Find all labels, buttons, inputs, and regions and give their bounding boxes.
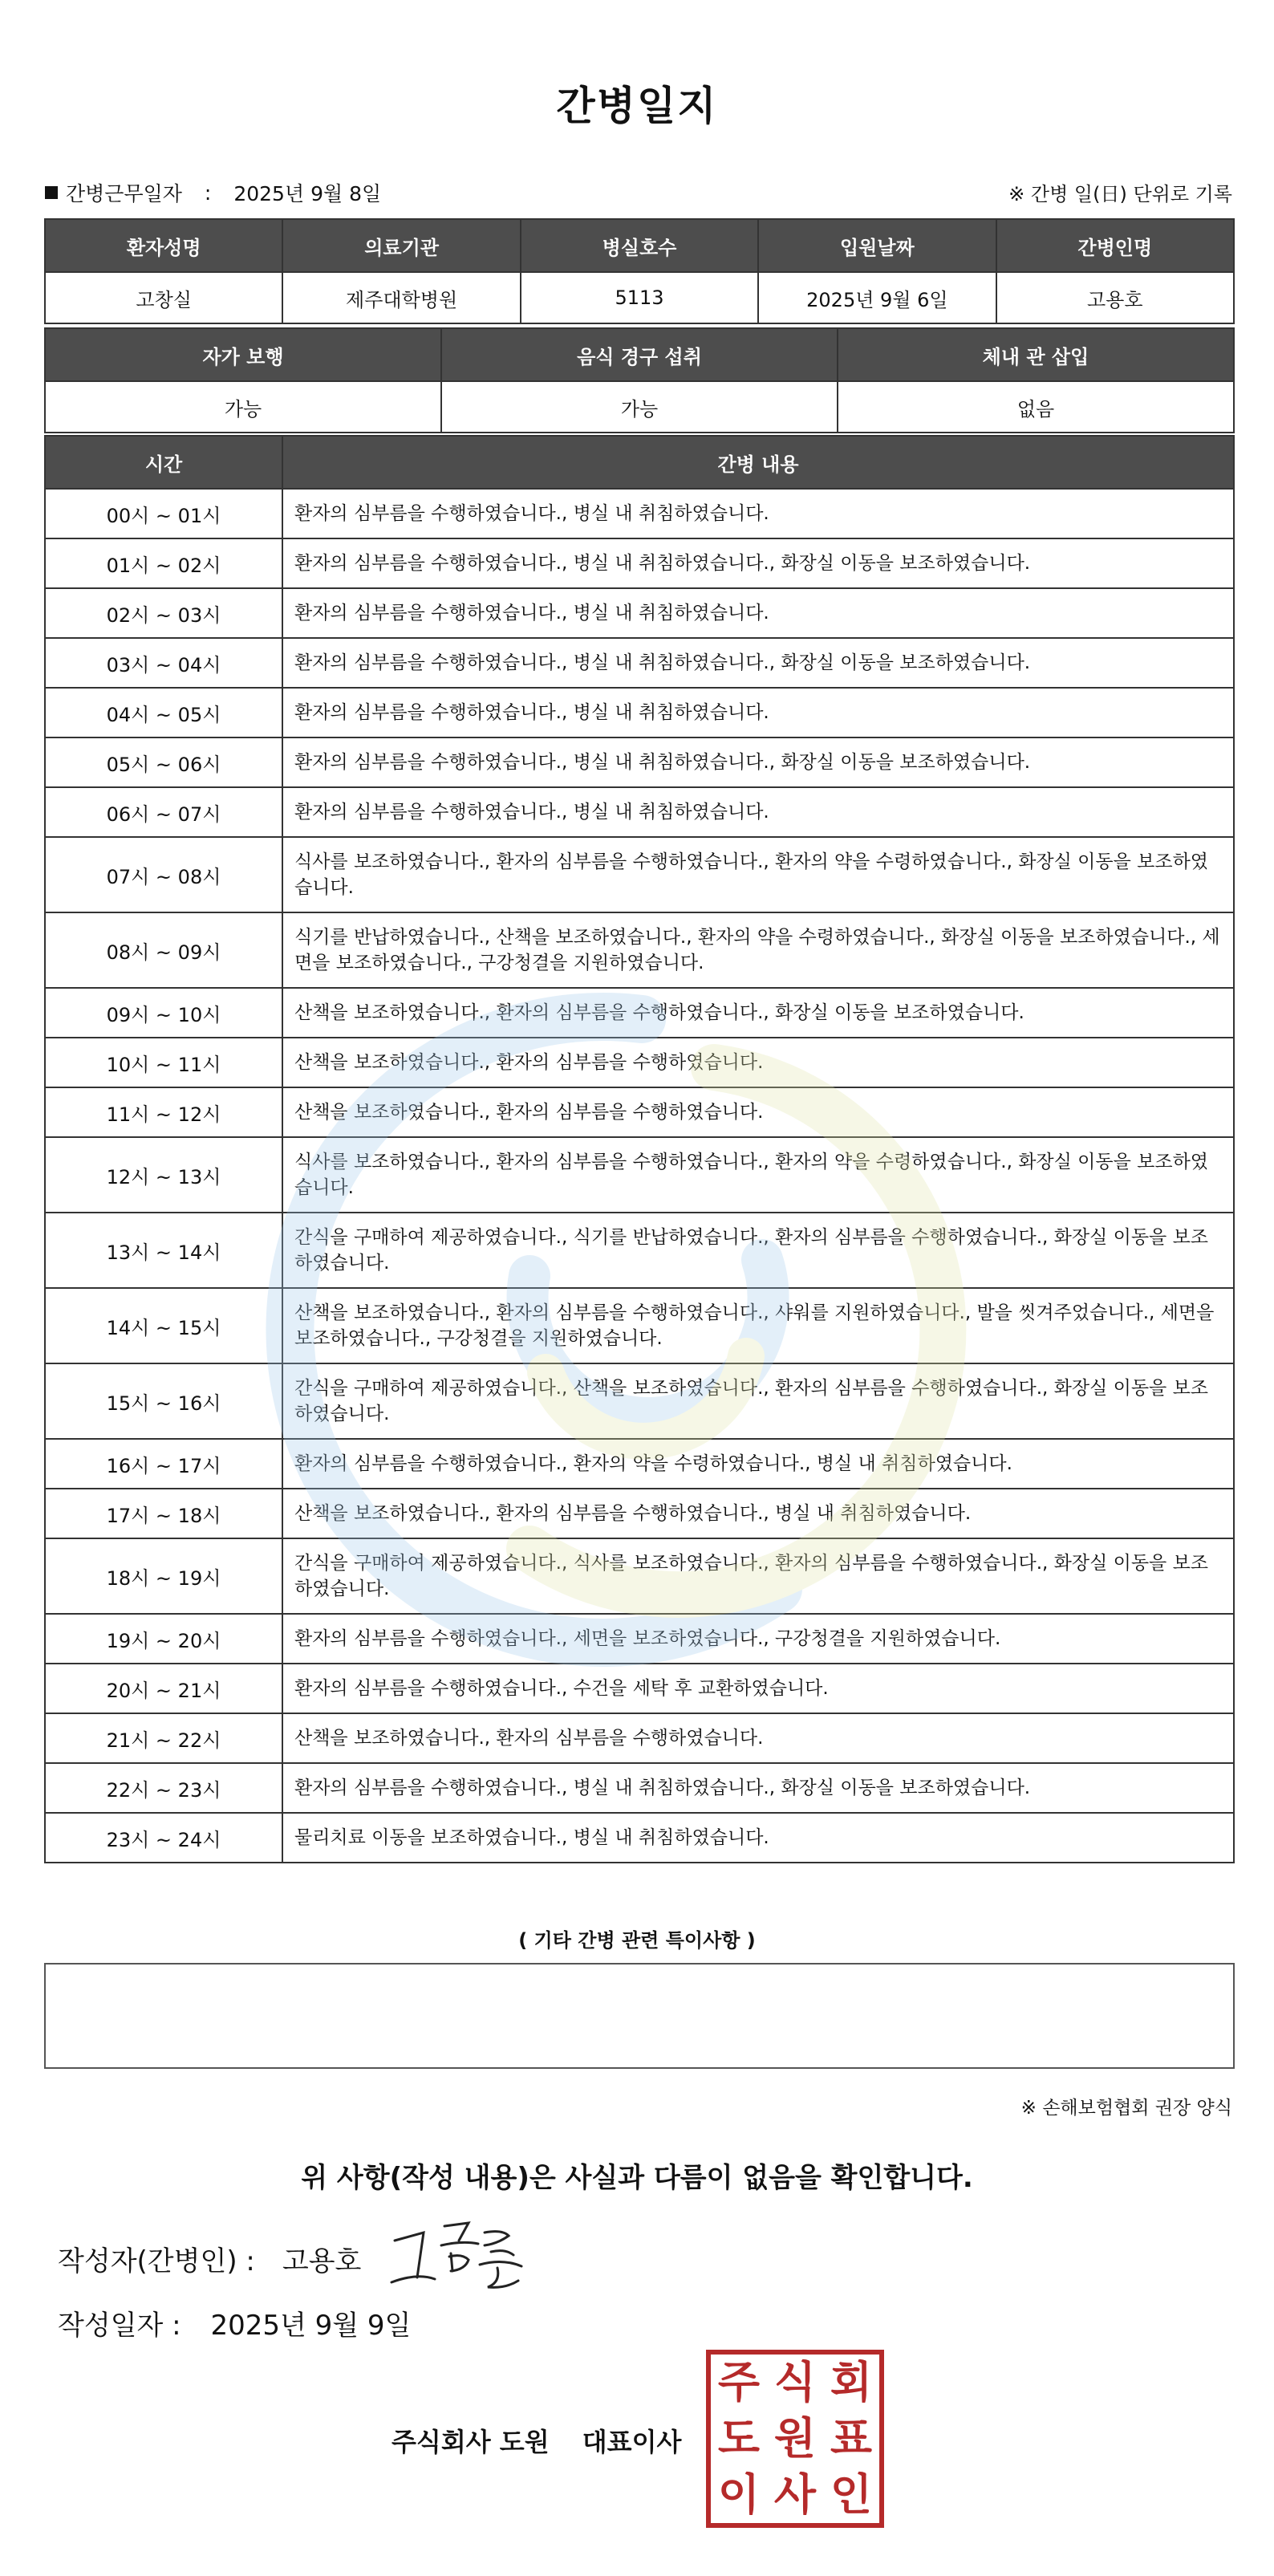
work-date-separator: : [204,181,212,205]
log-time: 15시 ~ 16시 [45,1363,282,1439]
seal-character: 회 [830,2357,873,2407]
log-time: 04시 ~ 05시 [45,688,282,737]
log-time: 14시 ~ 15시 [45,1288,282,1363]
log-time: 05시 ~ 06시 [45,737,282,787]
log-content: 환자의 심부름을 수행하였습니다., 환자의 약을 수령하였습니다., 병실 내 취침하였습니다. [282,1439,1234,1489]
seal-character: 표 [830,2413,873,2464]
handwritten-signature [385,2208,529,2297]
log-content: 환자의 심부름을 수행하였습니다., 병실 내 취침하였습니다. [282,489,1234,538]
log-row [45,1087,1234,1137]
writer-name: 고용호 [282,2245,362,2277]
log-content: 간식을 구매하여 제공하였습니다., 식사를 보조하였습니다., 환자의 심부름을 수행하였습니다., 화장실 이동을 보조하였습니다. [282,1538,1234,1614]
log-row [45,1038,1234,1087]
log-content: 환자의 심부름을 수행하였습니다., 병실 내 취침하였습니다., 화장실 이동을 보조하였습니다. [282,638,1234,688]
log-row [45,1614,1234,1664]
seal-character: 이 [717,2469,761,2520]
confirmation-statement: 위 사항(작성 내용)은 사실과 다름이 없음을 확인합니다. [301,2162,973,2194]
log-time: 19시 ~ 20시 [45,1614,282,1664]
log-row [45,837,1234,912]
writer-line [58,2239,361,2278]
header-time: 시간 [45,436,282,489]
seal-character: 인 [830,2469,873,2520]
seal-character: 사 [773,2469,817,2520]
log-content: 물리치료 이동을 보조하였습니다., 병실 내 취침하였습니다. [282,1813,1234,1863]
header-walking: 자가 보행 [45,328,441,381]
seal-character: 주 [717,2357,761,2407]
log-time: 08시 ~ 09시 [45,912,282,988]
log-content: 환자의 심부름을 수행하였습니다., 병실 내 취침하였습니다. [282,787,1234,837]
log-time: 00시 ~ 01시 [45,489,282,538]
log-time: 01시 ~ 02시 [45,538,282,588]
work-date-label: 간병근무일자 [66,182,182,205]
log-row [45,1439,1234,1489]
oral-intake-value: 가능 [441,381,838,433]
log-content: 환자의 심부름을 수행하였습니다., 병실 내 취침하였습니다., 화장실 이동을 보조하였습니다. [282,737,1234,787]
log-time: 18시 ~ 19시 [45,1538,282,1614]
seal-character: 원 [773,2413,817,2464]
log-content: 환자의 심부름을 수행하였습니다., 병실 내 취침하였습니다. [282,588,1234,638]
log-content: 식사를 보조하였습니다., 환자의 심부름을 수행하였습니다., 환자의 약을 수령하였습니다., 화장실 이동을 보조하였습니다. [282,1137,1234,1213]
log-row [45,1813,1234,1863]
log-content: 산책을 보조하였습니다., 환자의 심부름을 수행하였습니다. [282,1713,1234,1763]
tube-value: 없음 [838,381,1234,433]
log-row [45,1137,1234,1213]
log-time: 11시 ~ 12시 [45,1087,282,1137]
log-time: 06시 ~ 07시 [45,787,282,837]
log-row [45,1713,1234,1763]
company-seal [706,2350,884,2528]
log-content: 간식을 구매하여 제공하였습니다., 식기를 반납하였습니다., 환자의 심부름을 수행하였습니다., 화장실 이동을 보조하였습니다. [282,1213,1234,1288]
seal-character: 식 [773,2357,817,2407]
work-date [45,178,381,207]
log-row [45,688,1234,737]
walking-value: 가능 [45,381,441,433]
bullet-square-icon [45,186,58,199]
written-date-label: 작성일자 : [58,2310,181,2342]
header-care-content: 간병 내용 [282,436,1234,489]
log-row [45,588,1234,638]
log-content: 식기를 반납하였습니다., 산책을 보조하였습니다., 환자의 약을 수령하였습니다., 화장실 이동을 보조하였습니다., 세면을 보조하였습니다., 구강청결을 지원하였습니다. [282,912,1234,988]
care-log-table [44,435,1235,1863]
log-row [45,1763,1234,1813]
hospital-name: 제주대학병원 [282,272,520,323]
header-room: 병실호수 [521,219,758,272]
room-number: 5113 [521,272,758,323]
log-time: 09시 ~ 10시 [45,988,282,1038]
caregiver-name: 고용호 [996,272,1234,323]
log-time: 13시 ~ 14시 [45,1213,282,1288]
log-row [45,489,1234,538]
log-time: 20시 ~ 21시 [45,1664,282,1713]
log-time: 16시 ~ 17시 [45,1439,282,1489]
patient-name: 고창실 [45,272,282,323]
header-admission-date: 입원날짜 [758,219,996,272]
log-row [45,538,1234,588]
log-time: 22시 ~ 23시 [45,1763,282,1813]
header-tube: 체내 관 삽입 [838,328,1234,381]
header-hospital: 의료기관 [282,219,520,272]
log-content: 환자의 심부름을 수행하였습니다., 병실 내 취침하였습니다. [282,688,1234,737]
log-content: 식사를 보조하였습니다., 환자의 심부름을 수행하였습니다., 환자의 약을 수령하였습니다., 화장실 이동을 보조하였습니다. [282,837,1234,912]
header-patient-name: 환자성명 [45,219,282,272]
log-row [45,1664,1234,1713]
log-row [45,638,1234,688]
log-content: 환자의 심부름을 수행하였습니다., 병실 내 취침하였습니다., 화장실 이동을 보조하였습니다. [282,538,1234,588]
log-row [45,1288,1234,1363]
log-content: 환자의 심부름을 수행하였습니다., 수건을 세탁 후 교환하였습니다. [282,1664,1234,1713]
log-time: 07시 ~ 08시 [45,837,282,912]
work-date-value: 2025년 9월 8일 [233,182,382,205]
written-date-line [58,2303,411,2342]
log-content: 산책을 보조하였습니다., 환자의 심부름을 수행하였습니다., 병실 내 취침하였습니다. [282,1489,1234,1538]
header-oral-intake: 음식 경구 섭취 [441,328,838,381]
form-note: ※ 손해보험협회 권장 양식 [1020,2098,1232,2119]
ceo-title: 대표이사 [582,2427,682,2457]
company-line [392,2422,681,2459]
log-time: 23시 ~ 24시 [45,1813,282,1863]
log-row [45,1213,1234,1288]
log-row [45,787,1234,837]
admission-date: 2025년 9월 6일 [758,272,996,323]
written-date-value: 2025년 9월 9일 [210,2310,412,2342]
log-time: 17시 ~ 18시 [45,1489,282,1538]
patient-status-table [44,327,1235,433]
log-row [45,988,1234,1038]
log-row [45,1538,1234,1614]
log-content: 산책을 보조하였습니다., 환자의 심부름을 수행하였습니다., 샤워를 지원하였습니다., 발을 씻겨주었습니다., 세면을 보조하였습니다., 구강청결을 지원하였습니다. [282,1288,1234,1363]
log-row [45,912,1234,988]
log-content: 산책을 보조하였습니다., 환자의 심부름을 수행하였습니다. [282,1038,1234,1087]
log-content: 산책을 보조하였습니다., 환자의 심부름을 수행하였습니다. [282,1087,1234,1137]
company-name: 주식회사 도원 [392,2427,550,2457]
patient-info-table [44,218,1235,324]
log-time: 02시 ~ 03시 [45,588,282,638]
log-time: 03시 ~ 04시 [45,638,282,688]
remarks-title: ( 기타 간병 관련 특이사항 ) [518,1929,756,1952]
log-content: 간식을 구매하여 제공하였습니다., 산책을 보조하였습니다., 환자의 심부름을 수행하였습니다., 화장실 이동을 보조하였습니다. [282,1363,1234,1439]
header-caregiver: 간병인명 [996,219,1234,272]
log-row [45,737,1234,787]
log-time: 12시 ~ 13시 [45,1137,282,1213]
log-time: 10시 ~ 11시 [45,1038,282,1087]
log-row [45,1363,1234,1439]
log-row [45,1489,1234,1538]
writer-label: 작성자(간병인) : [58,2245,255,2277]
log-content: 환자의 심부름을 수행하였습니다., 병실 내 취침하였습니다., 화장실 이동을 보조하였습니다. [282,1763,1234,1813]
log-content: 산책을 보조하였습니다., 환자의 심부름을 수행하였습니다., 화장실 이동을 보조하였습니다. [282,988,1234,1038]
log-content: 환자의 심부름을 수행하였습니다., 세면을 보조하였습니다., 구강청결을 지원하였습니다. [282,1614,1234,1664]
unit-note: ※ 간병 일(日) 단위로 기록 [1008,183,1232,205]
remarks-box [44,1963,1235,2069]
log-time: 21시 ~ 22시 [45,1713,282,1763]
seal-character: 도 [717,2413,761,2464]
document-title: 간병일지 [556,83,718,129]
